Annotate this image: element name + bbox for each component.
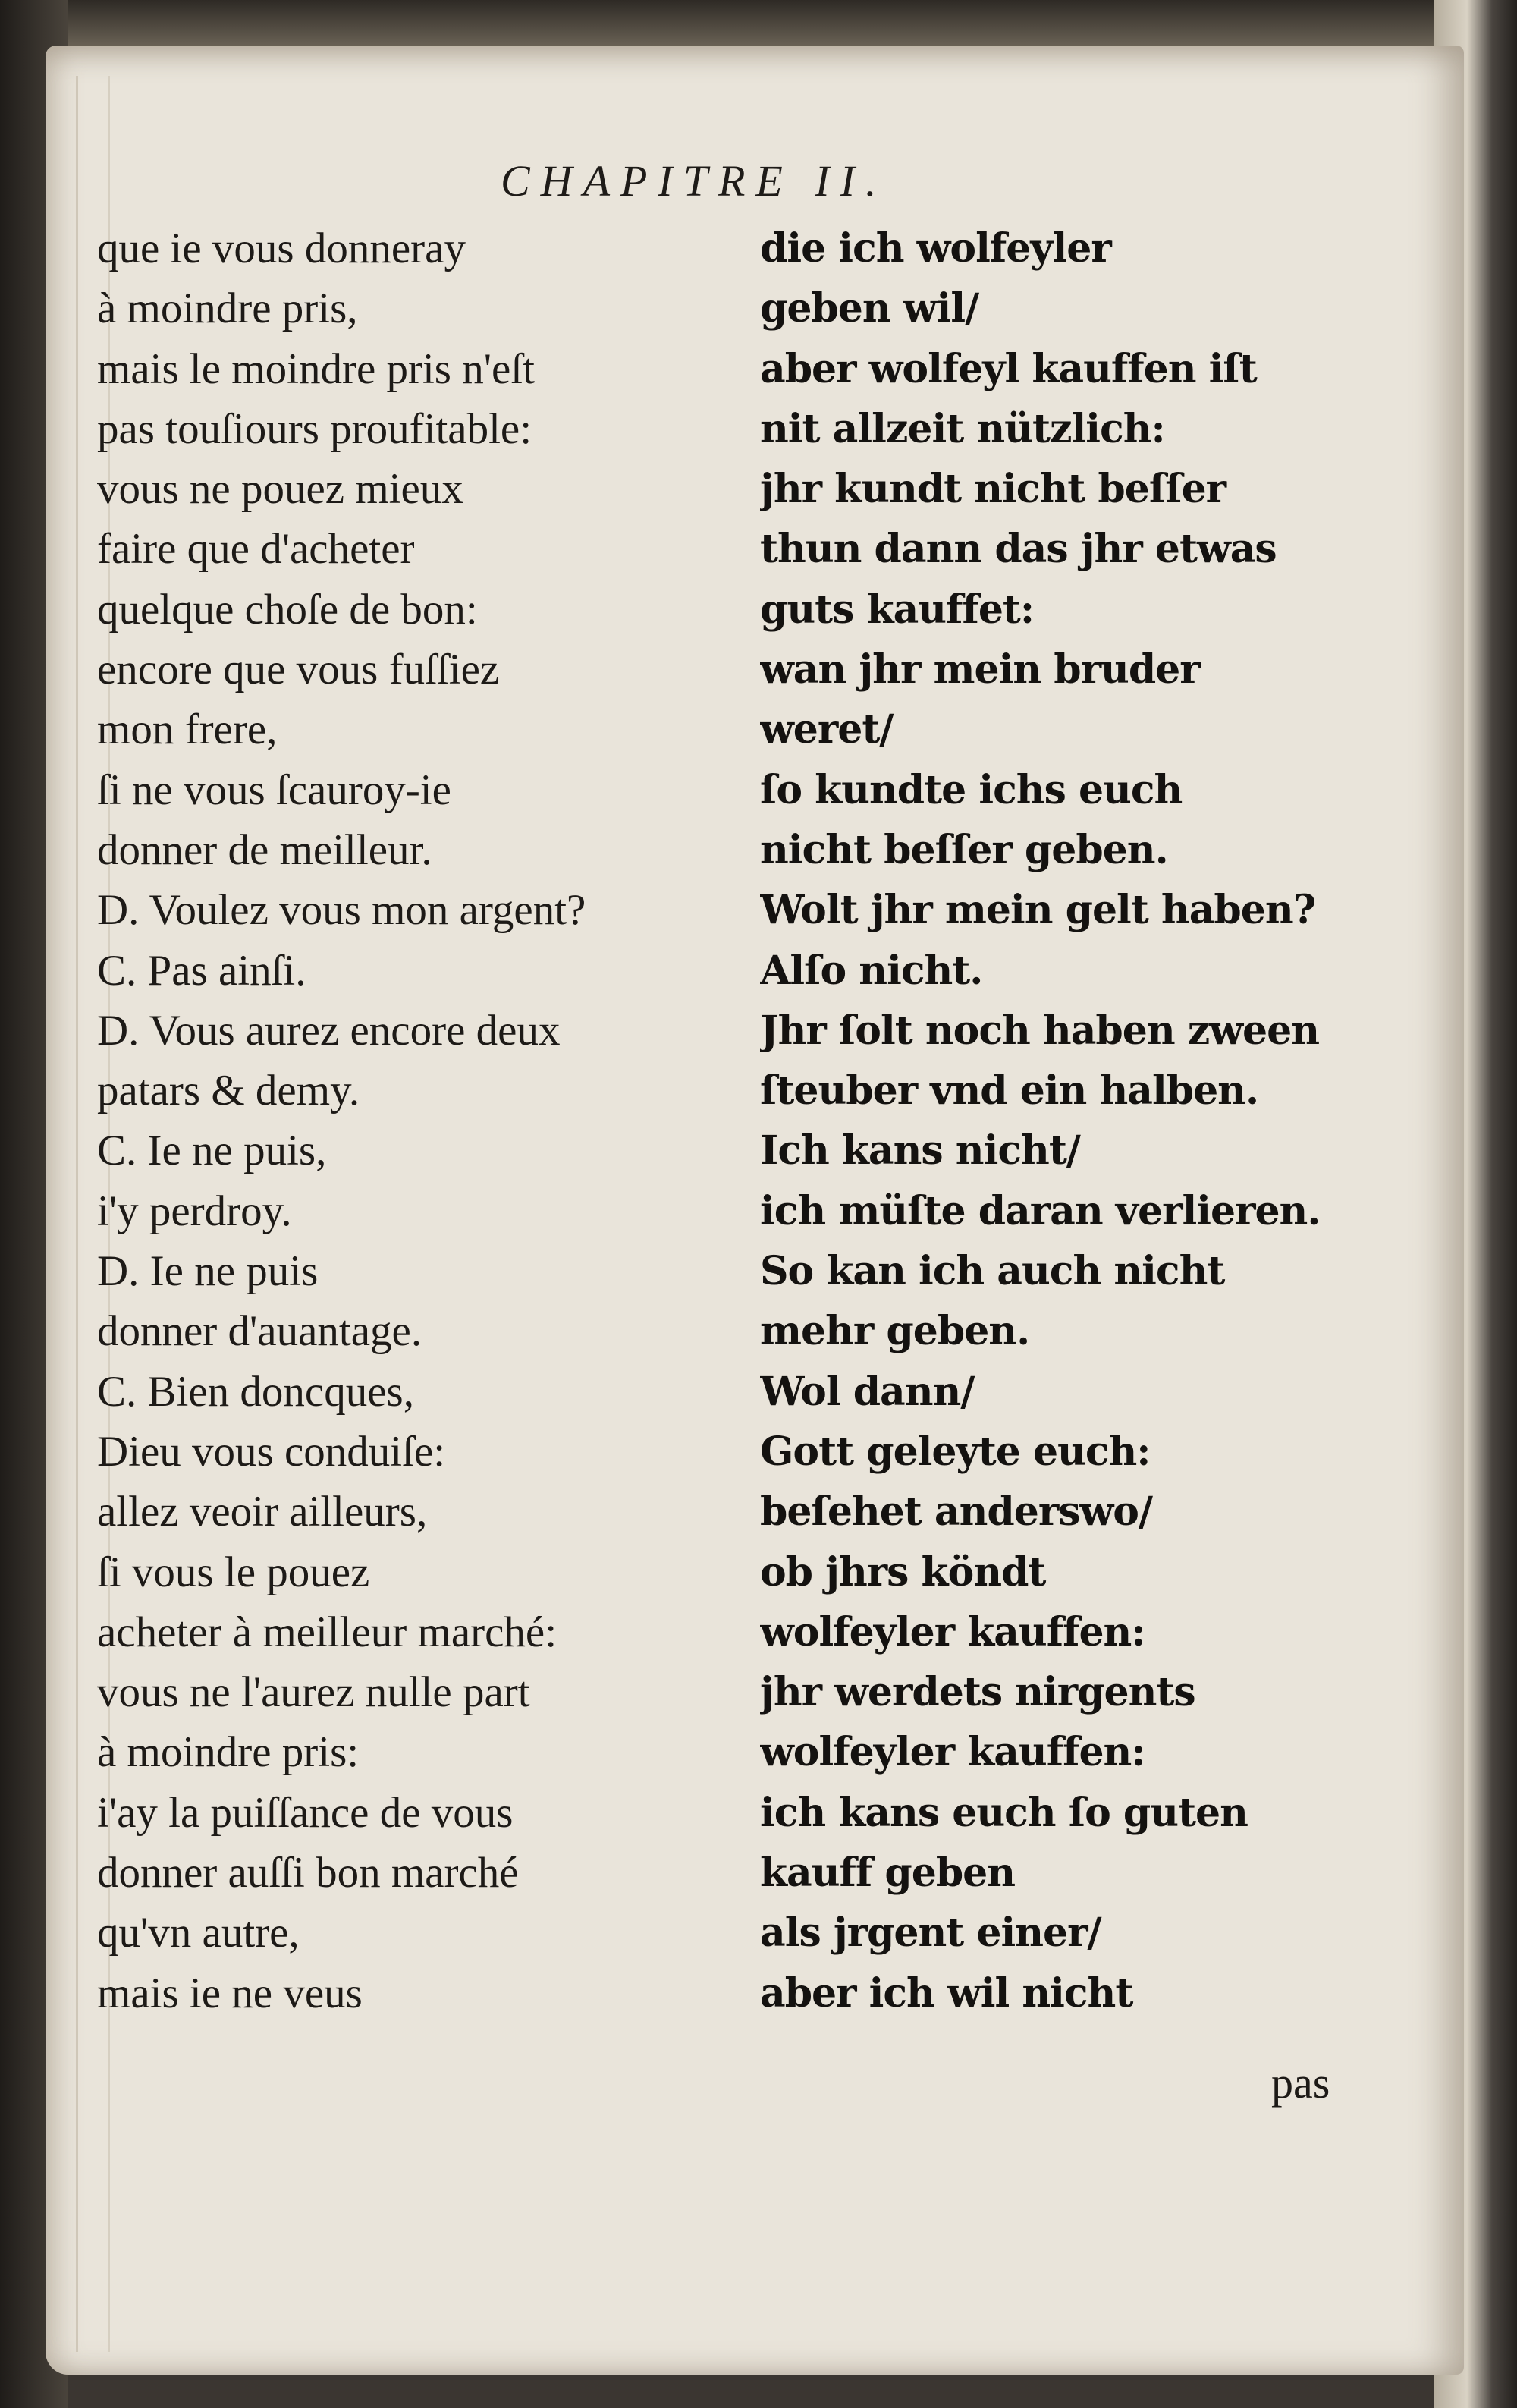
french-line: C. Bien doncques, (97, 1367, 414, 1416)
german-line: Jhr ſolt noch haben zween (760, 1007, 1320, 1054)
german-line: mehr geben. (760, 1308, 1030, 1355)
french-line: à moindre pris, (97, 284, 358, 333)
french-line: i'ay la puiſſance de vous (97, 1788, 514, 1837)
french-line: à moindre pris: (97, 1728, 360, 1777)
french-line: pas touſiours proufitable: (97, 404, 532, 453)
french-line: que ie vous donneray (97, 225, 466, 272)
german-line: guts kauffet: (760, 586, 1035, 633)
german-line: Alſo nicht. (760, 947, 983, 994)
german-line: aber ich wil nicht (760, 1969, 1133, 2017)
german-line: beſehet anderswo/ (760, 1488, 1152, 1536)
german-line: Gott geleyte euch: (760, 1428, 1151, 1475)
french-line: D. Ie ne puis (97, 1247, 319, 1296)
french-line: ſi ne vous ſcauroy-ie (97, 765, 451, 814)
french-line: mon frere, (97, 706, 278, 754)
german-line: Ich kans nicht/ (760, 1127, 1080, 1174)
german-line: ſo kundte ichs euch (760, 766, 1183, 813)
german-line: ich kans euch ſo guten (760, 1789, 1248, 1836)
french-line: patars & demy. (97, 1067, 360, 1115)
german-line: jhr werdets nirgents (760, 1669, 1195, 1716)
french-column (97, 218, 757, 2023)
french-line: quelque choſe de bon: (97, 585, 478, 633)
german-line: aber wolfeyl kauffen iſt (760, 345, 1257, 392)
french-line: D. Voulez vous mon argent? (97, 886, 586, 935)
german-column (760, 218, 1382, 2023)
french-line: ſi vous le pouez (97, 1548, 370, 1596)
french-line: D. Vous aurez encore deux (97, 1006, 561, 1055)
german-line: die ich wolfeyler (760, 225, 1111, 272)
german-line: Wol dann/ (760, 1368, 975, 1415)
german-line: jhr kundt nicht beſſer (760, 466, 1226, 513)
catchword: pas (1271, 2058, 1330, 2108)
german-line: wolfeyler kauffen: (760, 1608, 1145, 1655)
german-line: ich müſte daran verlieren. (760, 1187, 1321, 1234)
german-line: nit allzeit nützlich: (760, 405, 1165, 452)
french-line: donner de meilleur. (97, 825, 432, 874)
french-line: donner d'auantage. (97, 1307, 422, 1356)
french-line: vous ne pouez mieux (97, 465, 463, 514)
german-line: weret/ (760, 706, 894, 753)
german-line: als jrgent einer/ (760, 1910, 1101, 1957)
german-line: thun dann das jhr etwas (760, 526, 1277, 573)
german-line: ſteuber vnd ein halben. (760, 1067, 1259, 1114)
german-line: Wolt jhr mein gelt haben? (760, 887, 1316, 934)
french-line: vous ne l'aurez nulle part (97, 1668, 530, 1717)
running-head: CHAPITRE II. (501, 156, 887, 206)
french-line: mais le moindre pris n'eſt (97, 344, 535, 393)
french-line: encore que vous fuſſiez (97, 646, 500, 694)
german-line: wolfeyler kauffen: (760, 1729, 1145, 1776)
french-line: mais ie ne veus (97, 1969, 363, 2017)
french-line: acheter à meilleur marché: (97, 1608, 557, 1656)
german-line: ob jhrs köndt (760, 1548, 1046, 1595)
french-line: allez veoir ailleurs, (97, 1488, 428, 1536)
french-line: C. Pas ainſi. (97, 946, 306, 995)
french-line: Dieu vous conduiſe: (97, 1427, 446, 1476)
french-line: C. Ie ne puis, (97, 1127, 327, 1175)
french-line: donner auſſi bon marché (97, 1849, 519, 1897)
german-line: kauff geben (760, 1850, 1016, 1897)
french-line: qu'vn autre, (97, 1909, 300, 1957)
french-line: i'y perdroy. (97, 1187, 292, 1235)
german-line: wan jhr mein bruder (760, 646, 1200, 693)
french-line: faire que d'acheter (97, 525, 415, 574)
german-line: nicht beſſer geben. (760, 826, 1168, 873)
german-line: So kan ich auch nicht (760, 1248, 1225, 1295)
german-line: geben wil/ (760, 285, 979, 332)
